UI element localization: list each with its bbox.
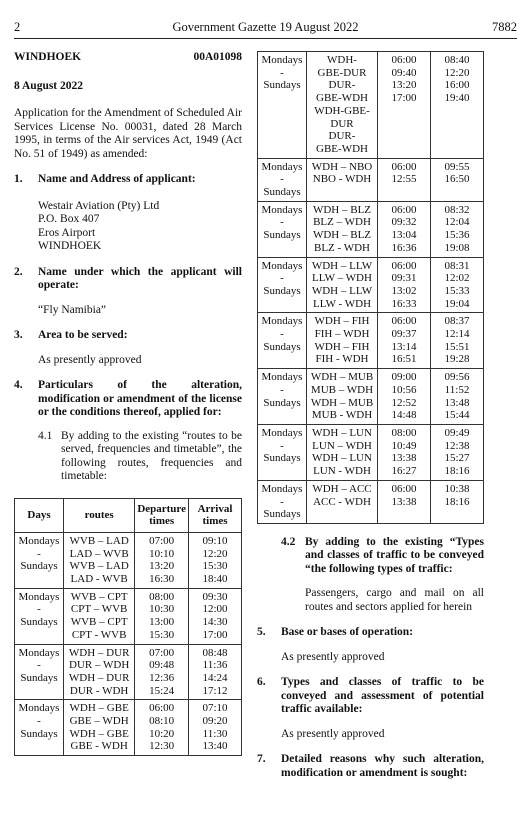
- arrival-cell: [189, 588, 242, 644]
- arrival-value: 12:20: [444, 66, 470, 79]
- routes-value: BLZ – WDH: [313, 216, 371, 229]
- days-value: Mondays - Sundays: [261, 259, 303, 297]
- arrival-cell: [431, 201, 484, 257]
- departure-value: 10:56: [391, 383, 417, 396]
- arrival-value: 15:33: [444, 284, 470, 297]
- routes-cell: [307, 313, 378, 369]
- arrival-cell: [431, 257, 484, 313]
- departure-value: 13:04: [391, 229, 417, 242]
- arrival-value: 08:37: [444, 315, 470, 328]
- base-of-operation: As presently approved: [281, 650, 385, 663]
- routes-cell: [307, 52, 378, 159]
- routes-value: WDH – DUR: [68, 671, 130, 684]
- routes-value: GBE-WDH: [316, 142, 368, 155]
- arrival-value: 11:30: [202, 727, 228, 740]
- routes-value: LUN – WDH: [312, 439, 372, 452]
- departure-value: 06:00: [391, 259, 417, 272]
- days-value: Mondays - Sundays: [18, 646, 60, 684]
- routes-value: WDH – GBE: [69, 702, 129, 715]
- departure-cell: [378, 480, 431, 523]
- arrival-value: 09:10: [202, 534, 228, 547]
- arrival-value: 15:51: [444, 340, 470, 353]
- routes-value: LLW - WDH: [312, 297, 372, 310]
- routes-header: routes: [64, 498, 135, 532]
- departure-cell: [378, 158, 431, 201]
- routes-value: LUN - WDH: [313, 465, 371, 478]
- table-row: [15, 700, 242, 756]
- departure-value: 17:00: [391, 92, 417, 105]
- routes-value: WVB – LAD: [69, 534, 129, 547]
- section-2: [14, 266, 242, 293]
- days-cell: [258, 201, 307, 257]
- arrival-cell: [431, 52, 484, 159]
- days-value: Mondays - Sundays: [18, 534, 60, 573]
- arrival-value: 09:49: [444, 426, 470, 439]
- section-1: [14, 173, 242, 187]
- subsection-number: 4.2: [281, 535, 296, 548]
- departure-value: 06:00: [391, 482, 417, 495]
- departure-value: 09:37: [391, 328, 417, 341]
- arrival-header: Arrival times: [189, 498, 242, 532]
- routes-value: WDH – FIH: [314, 315, 370, 328]
- arrival-value: 12:00: [202, 603, 228, 616]
- arrival-value: 16:50: [444, 173, 470, 186]
- routes-value: FIH - WDH: [315, 353, 369, 366]
- table-row: [258, 369, 484, 425]
- routes-cell: [64, 532, 135, 588]
- routes-value: LAD – WVB: [69, 547, 129, 560]
- departure-value: 06:00: [391, 203, 417, 216]
- notice-heading: [14, 51, 242, 65]
- arrival-value: 12:38: [444, 439, 470, 452]
- page-number: 2: [14, 20, 21, 34]
- header-rule: [14, 38, 517, 39]
- arrival-value: 18:40: [202, 573, 228, 586]
- days-cell: [258, 369, 307, 425]
- arrival-value: 19:40: [444, 92, 470, 105]
- applicant-address: [14, 200, 242, 254]
- arrival-cell: [431, 313, 484, 369]
- days-cell: [15, 588, 64, 644]
- routes-value: FIH – WDH: [314, 328, 370, 341]
- address-line: WINDHOEK: [38, 240, 102, 252]
- departure-value: 09:31: [391, 272, 417, 285]
- departure-cell: [135, 644, 189, 700]
- days-value: Mondays - Sundays: [261, 426, 303, 465]
- arrival-value: 07:10: [202, 702, 228, 715]
- departure-cell: [135, 588, 189, 644]
- routes-value: CPT – WVB: [70, 603, 128, 616]
- subsection-4-2: [257, 536, 484, 577]
- table-row: [258, 201, 484, 257]
- subsection-number: 4.1: [38, 429, 53, 442]
- table-row: [15, 532, 242, 588]
- routes-value: WDH – BLZ: [312, 203, 372, 216]
- area-served: As presently approved: [38, 353, 142, 366]
- departure-cell: [135, 532, 189, 588]
- days-value: Mondays - Sundays: [261, 371, 303, 409]
- departure-value: 16:36: [391, 241, 417, 254]
- departure-value: 15:30: [149, 628, 175, 641]
- routes-value: WDH – BLZ: [312, 229, 372, 242]
- arrival-value: 15:36: [444, 229, 470, 242]
- table-row: [258, 313, 484, 369]
- departure-value: 09:32: [391, 216, 417, 229]
- routes-cell: [64, 700, 135, 756]
- section-title: Detailed reasons why such alteration, modification or amendment is sought:: [281, 753, 484, 779]
- section-number: 5.: [257, 626, 266, 639]
- arrival-value: 08:32: [444, 203, 470, 216]
- routes-value: WDH – MUB: [310, 371, 374, 384]
- days-value: Mondays - Sundays: [18, 590, 60, 629]
- arrival-value: 17:12: [202, 684, 228, 697]
- section-number: 6.: [257, 676, 266, 689]
- notice-place: WINDHOEK: [14, 51, 82, 63]
- departure-value: 13:02: [391, 284, 417, 297]
- routes-value: WDH – FIH: [314, 340, 370, 353]
- section-5: [257, 626, 484, 640]
- arrival-value: 18:16: [444, 465, 470, 478]
- routes-cell: [307, 201, 378, 257]
- routes-value: WDH – GBE: [69, 727, 129, 740]
- arrival-value: 12:20: [202, 547, 228, 560]
- arrival-value: 09:20: [202, 715, 228, 728]
- days-cell: [258, 158, 307, 201]
- section-title: Name and Address of applicant:: [38, 173, 196, 185]
- departure-cell: [378, 201, 431, 257]
- departure-value: 08:10: [149, 715, 175, 728]
- routes-value: DUR – WDH: [69, 659, 130, 672]
- arrival-cell: [189, 700, 242, 756]
- subsection-text: By adding to the existing “routes to be served, frequencies and timetable”, the following routes, frequencies and timetable:: [61, 429, 242, 482]
- routes-value: NBO - WDH: [312, 173, 372, 186]
- departure-value: 09:48: [149, 659, 175, 672]
- routes-value: GBE – WDH: [69, 715, 129, 728]
- section-number: 2.: [14, 265, 23, 278]
- departure-cell: [135, 700, 189, 756]
- days-value: Mondays - Sundays: [261, 315, 303, 353]
- routes-value: WDH – LUN: [312, 452, 372, 465]
- departure-value: 12:30: [149, 740, 175, 753]
- routes-value: WDH-GBE-: [314, 104, 370, 117]
- departure-value: 07:00: [149, 534, 175, 547]
- arrival-cell: [431, 369, 484, 425]
- routes-value: WDH – LUN: [312, 426, 372, 439]
- arrival-value: 09:56: [444, 371, 470, 384]
- arrival-value: 15:44: [444, 409, 470, 422]
- routes-value: GBE - WDH: [70, 740, 128, 753]
- routes-value: DUR-: [328, 79, 356, 92]
- table-row: [258, 158, 484, 201]
- departure-value: 12:36: [149, 671, 175, 684]
- notice-code: 00A01098: [193, 51, 242, 63]
- routes-value: MUB - WDH: [311, 409, 373, 422]
- departure-value: 07:00: [149, 646, 175, 659]
- right-column: [257, 51, 484, 780]
- arrival-value: 16:00: [444, 79, 470, 92]
- arrival-value: 19:08: [444, 241, 470, 254]
- table-row: [15, 644, 242, 700]
- days-cell: [258, 52, 307, 159]
- section-7: [257, 753, 484, 780]
- address-line: Eros Airport: [38, 226, 96, 239]
- routes-cell: [64, 588, 135, 644]
- arrival-cell: [431, 424, 484, 480]
- departure-cell: [378, 52, 431, 159]
- table-row: [258, 424, 484, 480]
- table-row: [258, 52, 484, 159]
- departure-value: 06:00: [391, 315, 417, 328]
- arrival-value: 11:52: [444, 383, 470, 396]
- departure-value: 06:00: [391, 54, 417, 66]
- routes-cell: [307, 424, 378, 480]
- routes-value: WVB – LAD: [69, 560, 129, 573]
- departure-value: 06:00: [149, 702, 175, 715]
- routes-value: DUR - WDH: [69, 684, 129, 697]
- departure-value: 16:51: [391, 353, 417, 366]
- days-header: Days: [15, 498, 64, 532]
- arrival-value: 08:48: [202, 646, 228, 659]
- departure-value: 16:30: [149, 573, 175, 586]
- routes-value: MUB – WDH: [310, 383, 374, 396]
- arrival-value: 08:40: [444, 54, 470, 66]
- left-column: [14, 51, 242, 756]
- section-title: Types and classes of traffic to be conveyed and assessment of potential traffic available:: [281, 676, 484, 716]
- routes-value: DUR: [330, 117, 354, 130]
- page-header: [14, 20, 517, 36]
- departure-value: 06:00: [391, 160, 417, 173]
- days-cell: [258, 313, 307, 369]
- arrival-value: 09:55: [444, 160, 470, 173]
- departure-value: 14:48: [391, 409, 417, 422]
- section-title: Name under which the applicant will operate:: [38, 265, 242, 291]
- routes-value: WVB – CPT: [70, 616, 128, 629]
- traffic-assessment: As presently approved: [281, 727, 385, 740]
- departure-cell: [378, 424, 431, 480]
- address-line: Westair Aviation (Pty) Ltd: [38, 199, 160, 212]
- arrival-cell: [189, 644, 242, 700]
- departure-value: 08:00: [149, 590, 175, 603]
- routes-value: ACC - WDH: [313, 495, 371, 508]
- section-6: [257, 676, 484, 717]
- departure-cell: [378, 313, 431, 369]
- gazette-title: Government Gazette 19 August 2022: [172, 20, 359, 34]
- departure-value: 12:52: [391, 396, 417, 409]
- traffic-types: Passengers, cargo and mail on all routes and sectors applied for herein: [305, 587, 484, 613]
- address-line: P.O. Box 407: [38, 213, 100, 225]
- days-cell: [258, 257, 307, 313]
- subsection-text: By adding to the existing “Types and classes of traffic to be conveyed “the following types of traffic:: [305, 535, 484, 575]
- departure-value: 10:10: [149, 547, 175, 560]
- days-value: Mondays - Sundays: [261, 160, 303, 199]
- departure-value: 13:20: [149, 560, 175, 573]
- routes-value: DUR-: [328, 130, 356, 143]
- departure-cell: [378, 257, 431, 313]
- departure-value: 16:27: [391, 465, 417, 478]
- routes-value: WDH – LLW: [311, 259, 373, 272]
- routes-value: WDH-: [327, 54, 357, 66]
- departure-value: 10:49: [391, 439, 417, 452]
- departure-value: 09:00: [391, 371, 417, 384]
- departure-value: 09:40: [391, 66, 417, 79]
- departure-header: Departure times: [135, 498, 189, 532]
- departure-value: 08:00: [391, 426, 417, 439]
- routes-value: GBE-DUR: [317, 66, 367, 79]
- section-number: 4.: [14, 379, 23, 391]
- routes-value: GBE-WDH: [316, 92, 368, 105]
- departure-value: 13:14: [391, 340, 417, 353]
- arrival-value: 19:28: [444, 353, 470, 366]
- arrival-value: 19:04: [444, 297, 470, 310]
- days-cell: [258, 424, 307, 480]
- arrival-value: 13:40: [202, 740, 228, 753]
- section-title: Particulars of the alteration, modification or amendment of the license or the conditions thereof, applied for:: [38, 379, 242, 418]
- days-cell: [258, 480, 307, 523]
- arrival-value: 13:48: [444, 396, 470, 409]
- days-value: Mondays - Sundays: [18, 702, 60, 740]
- arrival-value: 12:14: [444, 328, 470, 341]
- gazette-number: 7882: [492, 20, 517, 34]
- departure-value: 13:20: [391, 79, 417, 92]
- departure-value: 10:20: [149, 727, 175, 740]
- arrival-value: 17:00: [202, 628, 228, 641]
- notice-date: 8 August 2022: [14, 79, 84, 92]
- days-value: Mondays - Sundays: [261, 203, 303, 242]
- routes-value: BLZ - WDH: [313, 241, 370, 254]
- departure-value: 13:00: [149, 616, 175, 629]
- routes-value: LAD - WVB: [70, 573, 128, 586]
- routes-table-right: [257, 51, 484, 524]
- routes-value: WDH – NBO: [311, 160, 373, 173]
- notice-intro: Application for the Amendment of Scheduled Air Services License No. 00031, dated 28 March 1995, in terms of the Air services Act, 1949 (Act No. 51 of 1949) as amended:: [14, 107, 242, 160]
- departure-value: 16:33: [391, 297, 417, 310]
- routes-cell: [307, 369, 378, 425]
- departure-value: 13:38: [391, 495, 417, 508]
- arrival-value: 09:30: [202, 590, 228, 603]
- routes-value: WDH – ACC: [312, 482, 372, 495]
- days-value: Mondays - Sundays: [261, 482, 303, 521]
- routes-cell: [307, 158, 378, 201]
- arrival-value: 14:24: [202, 671, 228, 684]
- routes-value: WDH – LLW: [311, 284, 373, 297]
- section-title: Base or bases of operation:: [281, 626, 414, 639]
- routes-value: WDH – DUR: [68, 646, 130, 659]
- routes-value: CPT - WVB: [71, 628, 127, 641]
- section-3: [14, 329, 242, 343]
- routes-value: WDH – MUB: [310, 396, 374, 409]
- section-number: 7.: [257, 753, 266, 766]
- departure-value: 13:38: [391, 452, 417, 465]
- arrival-value: 18:16: [444, 495, 470, 508]
- days-cell: [15, 644, 64, 700]
- table-row: [258, 257, 484, 313]
- arrival-value: 14:30: [202, 616, 228, 629]
- routes-table-left: [14, 498, 242, 757]
- table-header-row: [15, 498, 242, 532]
- arrival-value: 11:36: [202, 659, 228, 672]
- routes-value: WVB – CPT: [70, 590, 128, 603]
- arrival-value: 15:30: [202, 560, 228, 573]
- arrival-cell: [189, 532, 242, 588]
- section-number: 3.: [14, 329, 23, 341]
- routes-value: LLW – WDH: [312, 272, 372, 285]
- routes-cell: [64, 644, 135, 700]
- arrival-value: 10:38: [444, 482, 470, 495]
- section-4: [14, 379, 242, 420]
- routes-cell: [307, 257, 378, 313]
- subsection-4-1: [14, 430, 242, 484]
- arrival-value: 12:02: [444, 272, 470, 285]
- departure-value: 12:55: [391, 173, 417, 186]
- section-title: Area to be served:: [38, 329, 128, 341]
- departure-cell: [378, 369, 431, 425]
- days-value: Mondays - Sundays: [261, 54, 303, 92]
- arrival-value: 15:27: [444, 452, 470, 465]
- table-row: [258, 480, 484, 523]
- table-row: [15, 588, 242, 644]
- arrival-value: 08:31: [444, 259, 470, 272]
- departure-value: 10:30: [149, 603, 175, 616]
- departure-value: 15:24: [149, 684, 175, 697]
- arrival-cell: [431, 480, 484, 523]
- days-cell: [15, 700, 64, 756]
- operating-name: “Fly Namibia”: [38, 303, 107, 316]
- routes-cell: [307, 480, 378, 523]
- section-number: 1.: [14, 173, 23, 185]
- arrival-value: 12:04: [444, 216, 470, 229]
- arrival-cell: [431, 158, 484, 201]
- days-cell: [15, 532, 64, 588]
